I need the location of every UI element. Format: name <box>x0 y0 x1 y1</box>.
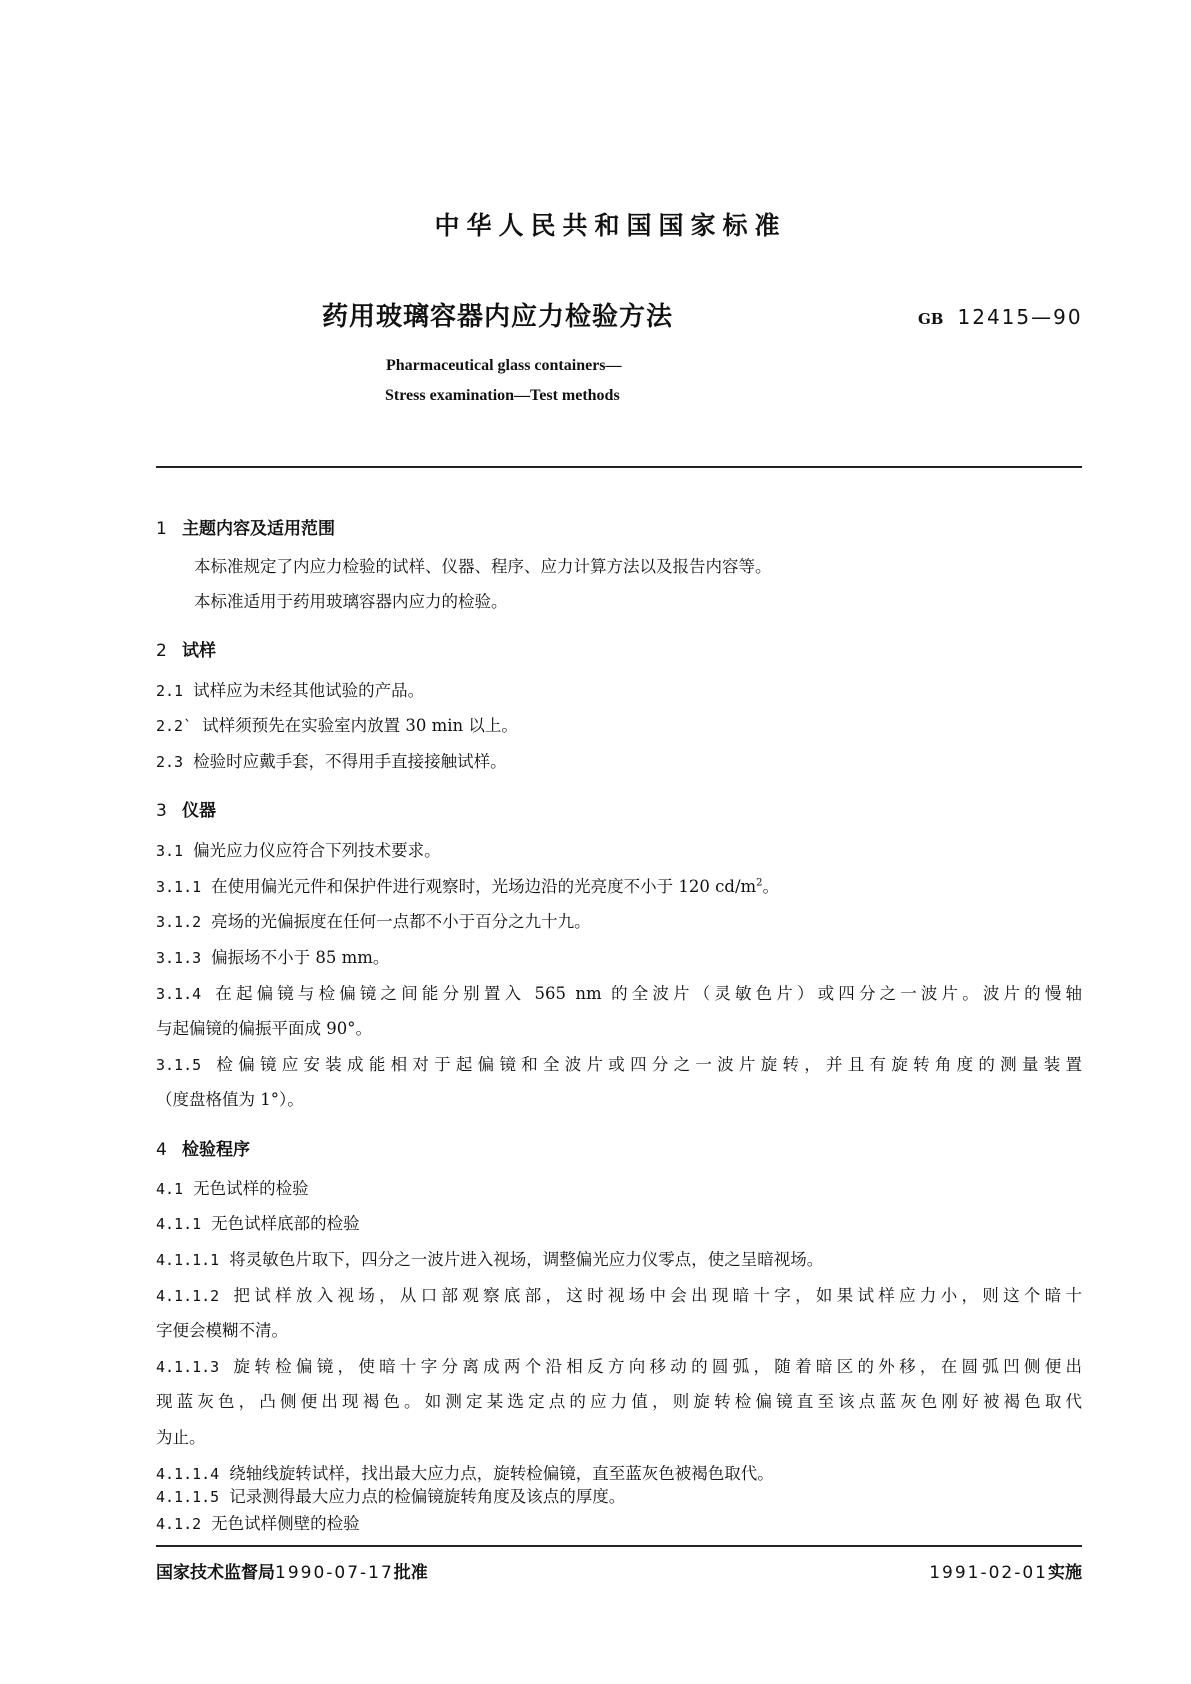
clause-4-1-1-1: 4.1.1.1 将灵敏色片取下，四分之一波片进入视场，调整偏光应力仪零点，使之呈暗视场。 <box>156 1250 824 1269</box>
clause-3-1: 3.1 偏光应力仪应符合下列技术要求。 <box>156 841 441 860</box>
clause-2-2: 2.2` 试样须预先在实验室内放置 30 min 以上。 <box>156 716 518 735</box>
clause-4-1-1-3-cont-1: 现蓝灰色，凸侧便出现褐色。如测定某选定点的应力值，则旋转检偏镜直至该点蓝灰色刚好被褐色取代 <box>156 1392 1082 1411</box>
section-1-para-2: 本标准适用于药用玻璃容器内应力的检验。 <box>194 592 508 611</box>
standard-code <box>918 305 1083 329</box>
footer-approval: 国家技术监督局1990-07-17批准 <box>156 1563 428 1583</box>
header-rule <box>156 466 1082 468</box>
clause-3-1-5: 3.1.5 检偏镜应安装成能相对于起偏镜和全波片或四分之一波片旋转，并且有旋转角度的测量装置 <box>156 1055 1082 1074</box>
clause-3-1-3: 3.1.3 偏振场不小于 85 mm。 <box>156 948 390 967</box>
section-3-heading: 3 仪器 <box>156 801 216 821</box>
standard-code-prefix: GB <box>918 310 944 328</box>
clause-3-1-5-cont: （度盘格值为 1°）。 <box>156 1090 304 1109</box>
clause-3-1-2: 3.1.2 亮场的光偏振度在任何一点都不小于百分之九十九。 <box>156 912 591 931</box>
national-standard-heading: 中华人民共和国国家标准 <box>434 211 787 240</box>
clause-4-1-1-4: 4.1.1.4 绕轴线旋转试样，找出最大应力点，旋转检偏镜，直至蓝灰色被褐色取代。 <box>156 1464 774 1483</box>
clause-4-1-1-3-cont-2: 为止。 <box>156 1428 206 1447</box>
section-1-heading: 1 主题内容及适用范围 <box>156 519 335 539</box>
clause-4-1: 4.1 无色试样的检验 <box>156 1179 309 1198</box>
english-title-line2: Stress examination—Test methods <box>385 387 620 404</box>
clause-4-1-2: 4.1.2 无色试样侧壁的检验 <box>156 1510 360 1534</box>
clause-4-1-1-3: 4.1.1.3 旋转检偏镜，使暗十字分离成两个沿相反方向移动的圆弧，随着暗区的外移，在圆弧凹侧便出 <box>156 1357 1082 1376</box>
clause-2-1: 2.1 试样应为未经其他试验的产品。 <box>156 681 425 700</box>
clause-4-1-1: 4.1.1 无色试样底部的检验 <box>156 1214 360 1233</box>
section-4-heading: 4 检验程序 <box>156 1140 250 1160</box>
clause-3-1-1: 3.1.1 在使用偏光元件和保护件进行观察时，光场边沿的光亮度不小于 120 $cd/m^2$。 <box>156 877 780 896</box>
document-title: 药用玻璃容器内应力检验方法 <box>322 302 674 332</box>
footer-rule <box>156 1545 1082 1547</box>
english-title-line1: Pharmaceutical glass containers— <box>386 357 622 374</box>
clause-4-1-1-5: 4.1.1.5 记录测得最大应力点的检偏镜旋转角度及该点的厚度。 <box>156 1483 625 1507</box>
clause-4-1-1-2-cont: 字便会模糊不清。 <box>156 1321 288 1340</box>
footer-implementation: 1991-02-01实施 <box>929 1563 1082 1583</box>
clause-3-1-4: 3.1.4 在起偏镜与检偏镜之间能分别置入 565 nm 的全波片（灵敏色片）或四分之一波片。波片的慢轴 <box>156 984 1082 1003</box>
clause-3-1-4-cont: 与起偏镜的偏振平面成 90°。 <box>156 1019 372 1038</box>
standard-code-number: 12415—90 <box>957 305 1083 329</box>
clause-2-3: 2.3 检验时应戴手套，不得用手直接接触试样。 <box>156 752 507 771</box>
section-1-para-1: 本标准规定了内应力检验的试样、仪器、程序、应力计算方法以及报告内容等。 <box>194 557 772 576</box>
section-2-heading: 2 试样 <box>156 641 216 661</box>
clause-4-1-1-2: 4.1.1.2 把试样放入视场，从口部观察底部，这时视场中会出现暗十字，如果试样应力小，则这个暗十 <box>156 1286 1082 1305</box>
